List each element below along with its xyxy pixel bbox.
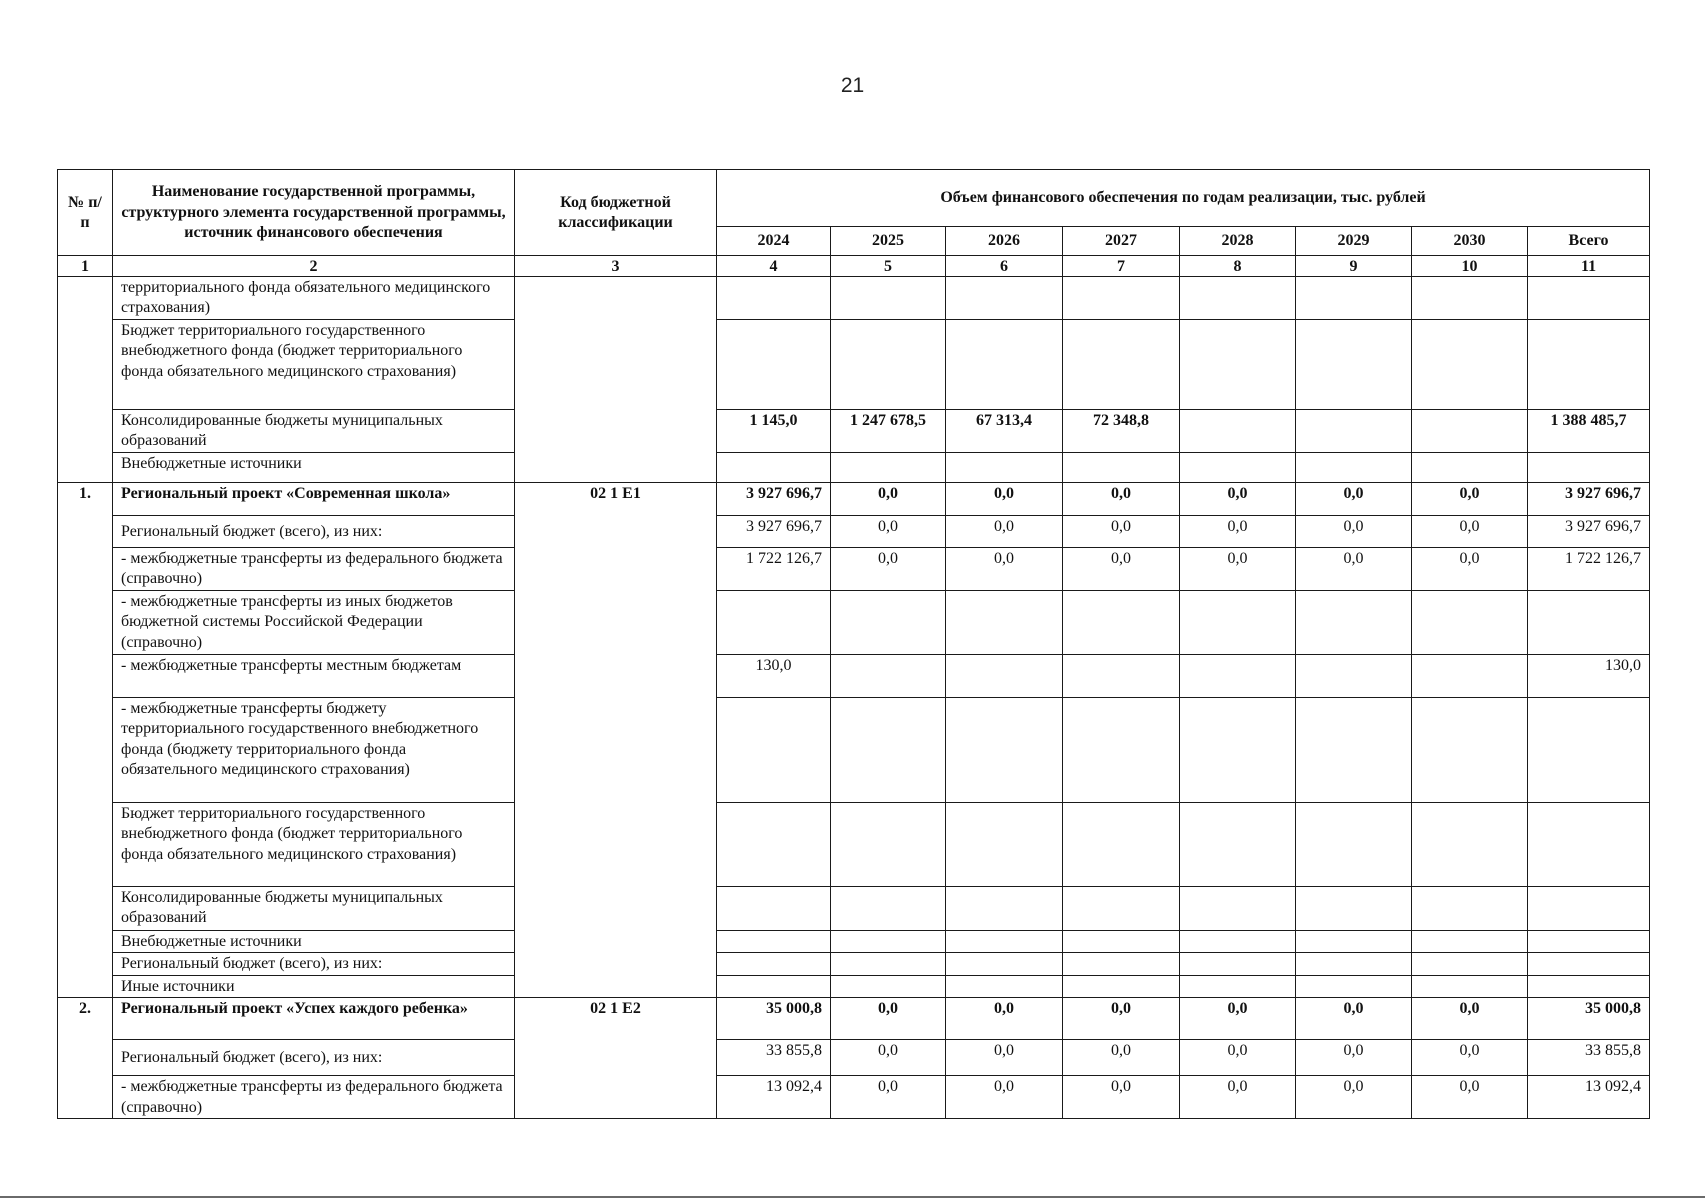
value-cell — [1180, 654, 1296, 697]
value-cell: 0,0 — [831, 998, 946, 1040]
value-cell — [1180, 953, 1296, 975]
value-cell — [1063, 590, 1180, 654]
value-cell — [717, 886, 831, 930]
project-row — [58, 482, 1650, 515]
value-cell — [717, 930, 831, 952]
table-row — [58, 886, 1650, 930]
value-cell — [1180, 886, 1296, 930]
value-cell — [1180, 277, 1296, 320]
value-cell: 0,0 — [1296, 547, 1412, 590]
source-name: Региональный бюджет (всего), из них: — [113, 515, 515, 547]
value-cell: 33 855,8 — [717, 1040, 831, 1076]
value-cell: 0,0 — [946, 998, 1063, 1040]
value-cell — [1180, 452, 1296, 482]
header-col-code: Код бюджетной классификации — [515, 170, 717, 256]
value-cell: 0,0 — [1412, 515, 1528, 547]
value-cell: 33 855,8 — [1528, 1040, 1650, 1076]
value-cell — [1412, 654, 1528, 697]
value-cell — [831, 886, 946, 930]
value-cell — [1412, 590, 1528, 654]
value-cell — [1412, 802, 1528, 886]
budget-code-cell — [515, 277, 717, 483]
value-cell — [946, 953, 1063, 975]
col-number: 4 — [717, 256, 831, 277]
value-cell — [1063, 452, 1180, 482]
value-cell — [831, 452, 946, 482]
value-cell — [1180, 590, 1296, 654]
value-cell — [1412, 930, 1528, 952]
value-cell — [946, 654, 1063, 697]
row-number: 1. — [58, 482, 113, 997]
value-cell: 0,0 — [1412, 1076, 1528, 1119]
value-cell — [1412, 319, 1528, 409]
table-row — [58, 1040, 1650, 1076]
source-name: - межбюджетные трансферты бюджету территориального государственного внебюджетного фонда (бюджету территориального фонда обязательного медицинского страхования) — [113, 697, 515, 802]
value-cell — [717, 590, 831, 654]
value-cell — [1296, 590, 1412, 654]
value-cell: 0,0 — [946, 515, 1063, 547]
value-cell — [1296, 409, 1412, 452]
value-cell — [717, 802, 831, 886]
value-cell: 1 145,0 — [717, 409, 831, 452]
row-number-cell — [58, 277, 113, 483]
page-number: 21 — [840, 74, 865, 97]
source-name: - межбюджетные трансферты из федерального бюджета (справочно) — [113, 1076, 515, 1119]
value-cell: 0,0 — [946, 1076, 1063, 1119]
value-cell — [1528, 975, 1650, 997]
source-name: Внебюджетные источники — [113, 452, 515, 482]
value-cell: 67 313,4 — [946, 409, 1063, 452]
value-cell — [1412, 886, 1528, 930]
value-cell: 130,0 — [1528, 654, 1650, 697]
value-cell — [1528, 452, 1650, 482]
table-row — [58, 319, 1650, 409]
value-cell: 0,0 — [1296, 515, 1412, 547]
value-cell: 0,0 — [1296, 998, 1412, 1040]
value-cell: 0,0 — [831, 515, 946, 547]
value-cell — [1528, 590, 1650, 654]
budget-code: 02 1 E1 — [515, 482, 717, 997]
value-cell — [1180, 802, 1296, 886]
value-cell: 0,0 — [1180, 1040, 1296, 1076]
col-number: 2 — [113, 256, 515, 277]
value-cell: 3 927 696,7 — [1528, 482, 1650, 515]
row-number: 2. — [58, 998, 113, 1119]
value-cell — [946, 277, 1063, 320]
col-number: 9 — [1296, 256, 1412, 277]
value-cell: 0,0 — [946, 482, 1063, 515]
header-row-col-numbers — [58, 256, 1650, 277]
value-cell: 0,0 — [1296, 1076, 1412, 1119]
value-cell — [1296, 277, 1412, 320]
value-cell: 0,0 — [831, 1040, 946, 1076]
value-cell — [946, 452, 1063, 482]
value-cell — [1412, 277, 1528, 320]
table-row — [58, 590, 1650, 654]
value-cell: 0,0 — [1063, 482, 1180, 515]
value-cell — [831, 953, 946, 975]
project-row — [58, 998, 1650, 1040]
table-row — [58, 452, 1650, 482]
value-cell — [1296, 802, 1412, 886]
value-cell: 0,0 — [831, 547, 946, 590]
value-cell — [1296, 697, 1412, 802]
value-cell: 35 000,8 — [717, 998, 831, 1040]
value-cell — [1180, 975, 1296, 997]
header-total: Всего — [1528, 227, 1650, 256]
value-cell — [1063, 802, 1180, 886]
value-cell: 0,0 — [1063, 547, 1180, 590]
value-cell: 0,0 — [1412, 547, 1528, 590]
value-cell: 1 722 126,7 — [1528, 547, 1650, 590]
value-cell — [946, 697, 1063, 802]
col-number: 5 — [831, 256, 946, 277]
value-cell — [1180, 930, 1296, 952]
project-title: Региональный проект «Успех каждого ребенка» — [113, 998, 515, 1040]
table-row — [58, 547, 1650, 590]
table-row — [58, 802, 1650, 886]
value-cell — [1063, 319, 1180, 409]
value-cell — [717, 452, 831, 482]
header-col-volume: Объем финансового обеспечения по годам реализации, тыс. рублей — [717, 170, 1650, 227]
value-cell — [831, 802, 946, 886]
value-cell: 0,0 — [1063, 998, 1180, 1040]
header-year: 2029 — [1296, 227, 1412, 256]
value-cell — [1296, 975, 1412, 997]
value-cell: 0,0 — [1063, 1076, 1180, 1119]
source-name: Бюджет территориального государственного внебюджетного фонда (бюджет территориального фонда обязательного медицинского страхования) — [113, 802, 515, 886]
value-cell: 0,0 — [1180, 547, 1296, 590]
value-cell: 130,0 — [717, 654, 831, 697]
value-cell — [946, 590, 1063, 654]
header-row-1 — [58, 170, 1650, 227]
value-cell — [831, 975, 946, 997]
value-cell — [946, 886, 1063, 930]
header-year: 2030 — [1412, 227, 1528, 256]
value-cell — [946, 930, 1063, 952]
value-cell — [1528, 953, 1650, 975]
value-cell — [946, 802, 1063, 886]
header-year: 2026 — [946, 227, 1063, 256]
table-row — [58, 1076, 1650, 1119]
value-cell: 3 927 696,7 — [1528, 515, 1650, 547]
value-cell — [1296, 319, 1412, 409]
value-cell — [717, 319, 831, 409]
source-name: - межбюджетные трансферты из федерального бюджета (справочно) — [113, 547, 515, 590]
source-name: - межбюджетные трансферты местным бюджетам — [113, 654, 515, 697]
value-cell — [1412, 452, 1528, 482]
source-name: Региональный бюджет (всего), из них: — [113, 953, 515, 975]
value-cell: 3 927 696,7 — [717, 482, 831, 515]
value-cell — [1180, 409, 1296, 452]
table-row — [58, 975, 1650, 997]
value-cell — [831, 277, 946, 320]
value-cell: 72 348,8 — [1063, 409, 1180, 452]
value-cell — [717, 975, 831, 997]
value-cell — [831, 590, 946, 654]
header-col-no: № п/п — [58, 170, 113, 256]
source-name: - межбюджетные трансферты из иных бюджетов бюджетной системы Российской Федерации (справочно) — [113, 590, 515, 654]
value-cell — [1412, 409, 1528, 452]
source-name: Консолидированные бюджеты муниципальных образований — [113, 886, 515, 930]
value-cell: 1 247 678,5 — [831, 409, 946, 452]
value-cell — [1063, 930, 1180, 952]
value-cell — [1180, 319, 1296, 409]
value-cell: 0,0 — [831, 482, 946, 515]
table-row — [58, 409, 1650, 452]
value-cell — [831, 319, 946, 409]
value-cell: 0,0 — [1296, 1040, 1412, 1076]
value-cell — [1063, 975, 1180, 997]
value-cell — [1528, 319, 1650, 409]
header-year: 2025 — [831, 227, 946, 256]
col-number: 10 — [1412, 256, 1528, 277]
value-cell: 0,0 — [1180, 998, 1296, 1040]
col-number: 3 — [515, 256, 717, 277]
value-cell — [1412, 697, 1528, 802]
value-cell: 3 927 696,7 — [717, 515, 831, 547]
col-number: 6 — [946, 256, 1063, 277]
value-cell — [946, 975, 1063, 997]
source-name: территориального фонда обязательного медицинского страхования) — [113, 277, 515, 320]
value-cell — [1296, 654, 1412, 697]
value-cell: 0,0 — [1180, 482, 1296, 515]
value-cell — [1063, 697, 1180, 802]
header-year: 2024 — [717, 227, 831, 256]
value-cell: 1 722 126,7 — [717, 547, 831, 590]
value-cell — [1296, 452, 1412, 482]
value-cell: 0,0 — [1063, 1040, 1180, 1076]
value-cell — [1528, 277, 1650, 320]
value-cell: 13 092,4 — [717, 1076, 831, 1119]
value-cell: 0,0 — [1180, 1076, 1296, 1119]
source-name: Консолидированные бюджеты муниципальных образований — [113, 409, 515, 452]
value-cell — [1063, 953, 1180, 975]
table-row — [58, 515, 1650, 547]
value-cell — [717, 953, 831, 975]
col-number: 8 — [1180, 256, 1296, 277]
table-row — [58, 654, 1650, 697]
value-cell: 0,0 — [1412, 482, 1528, 515]
value-cell — [1528, 886, 1650, 930]
value-cell: 0,0 — [1412, 998, 1528, 1040]
value-cell: 0,0 — [831, 1076, 946, 1119]
value-cell — [1412, 953, 1528, 975]
value-cell: 0,0 — [1180, 515, 1296, 547]
col-number: 7 — [1063, 256, 1180, 277]
value-cell: 1 388 485,7 — [1528, 409, 1650, 452]
value-cell — [1180, 697, 1296, 802]
value-cell — [946, 319, 1063, 409]
source-name: Региональный бюджет (всего), из них: — [113, 1040, 515, 1076]
value-cell: 0,0 — [1296, 482, 1412, 515]
header-year: 2028 — [1180, 227, 1296, 256]
page-bottom-edge — [0, 1196, 1705, 1198]
value-cell — [831, 697, 946, 802]
value-cell — [1063, 654, 1180, 697]
source-name: Внебюджетные источники — [113, 930, 515, 952]
source-name: Иные источники — [113, 975, 515, 997]
value-cell: 0,0 — [1412, 1040, 1528, 1076]
value-cell — [831, 930, 946, 952]
value-cell: 0,0 — [946, 1040, 1063, 1076]
value-cell — [1296, 930, 1412, 952]
col-number: 1 — [58, 256, 113, 277]
col-number: 11 — [1528, 256, 1650, 277]
value-cell — [717, 277, 831, 320]
value-cell — [1528, 930, 1650, 952]
table-row — [58, 277, 1650, 320]
value-cell: 0,0 — [1063, 515, 1180, 547]
value-cell: 0,0 — [946, 547, 1063, 590]
value-cell — [1296, 953, 1412, 975]
header-col-name: Наименование государственной программы, структурного элемента государственной программы, источник финансового обеспечения — [113, 170, 515, 256]
table-row — [58, 930, 1650, 952]
value-cell — [1063, 886, 1180, 930]
header-year: 2027 — [1063, 227, 1180, 256]
value-cell: 13 092,4 — [1528, 1076, 1650, 1119]
source-name: Бюджет территориального государственного внебюджетного фонда (бюджет территориального фонда обязательного медицинского страхования) — [113, 319, 515, 409]
value-cell: 35 000,8 — [1528, 998, 1650, 1040]
value-cell — [717, 697, 831, 802]
budget-code: 02 1 E2 — [515, 998, 717, 1119]
value-cell — [831, 654, 946, 697]
table-row — [58, 953, 1650, 975]
budget-table — [57, 169, 1650, 1119]
value-cell — [1296, 886, 1412, 930]
value-cell — [1063, 277, 1180, 320]
value-cell — [1528, 697, 1650, 802]
project-title: Региональный проект «Современная школа» — [113, 482, 515, 515]
value-cell — [1412, 975, 1528, 997]
value-cell — [1528, 802, 1650, 886]
table-row — [58, 697, 1650, 802]
